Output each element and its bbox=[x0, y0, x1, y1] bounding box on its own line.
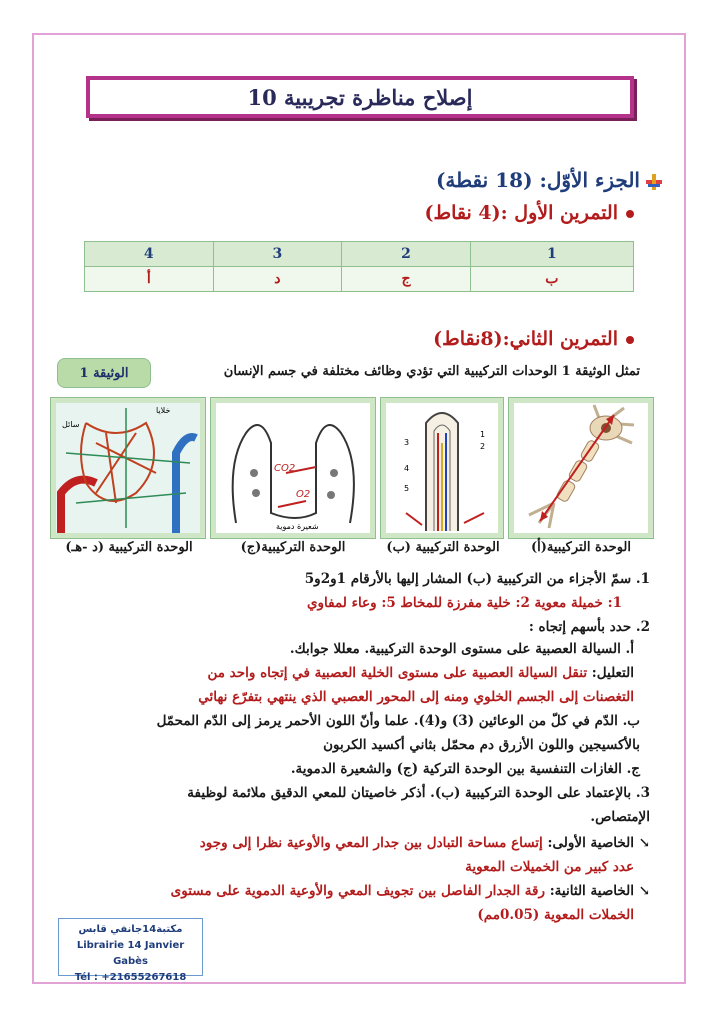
label-1: 1 bbox=[480, 430, 486, 439]
figure-capillaries bbox=[50, 397, 206, 539]
property-1-text: إتساع مساحة التبادل بين جدار المعي والأوعية نظرا إلى وجود bbox=[199, 835, 543, 851]
bullet-icon bbox=[626, 210, 634, 218]
property-2-line-1 bbox=[70, 880, 650, 902]
label-3: 3 bbox=[404, 438, 410, 447]
caption-d: الوحدة التركيبية (د -هـ) bbox=[65, 540, 193, 555]
answer-2a-text: تنقل السيالة العصبية على مستوى الخلية العصبية في إتجاه واحد من bbox=[207, 665, 588, 681]
bullet-icon bbox=[626, 336, 634, 344]
bookshop-logo bbox=[58, 918, 203, 983]
exercise1-label: التمرين الأول :(4 نقاط) bbox=[424, 202, 618, 224]
table-cell: ج bbox=[342, 267, 471, 292]
question-3-2: الإمتصاص. bbox=[590, 809, 650, 825]
document-badge: الوثيقة 1 bbox=[57, 358, 151, 388]
property-2-label: الخاصية الثانية: bbox=[549, 883, 634, 899]
label-co2: CO2 bbox=[274, 463, 296, 474]
table-cell: 4 bbox=[85, 242, 214, 267]
alveolus-illustration bbox=[216, 403, 370, 533]
label-5: 5 bbox=[404, 484, 410, 493]
logo-line-2: Librairie 14 Janvier Gabès bbox=[76, 940, 185, 967]
table-cell: 2 bbox=[342, 242, 471, 267]
property-2-text: رقة الجدار الفاصل بين تجويف المعي والأوعية الدموية على مستوى bbox=[170, 883, 545, 899]
arrow-icon: ↘ bbox=[638, 883, 650, 899]
property-1-line-1 bbox=[70, 832, 650, 854]
capillaries-illustration bbox=[56, 403, 200, 533]
label-cells: خلايا bbox=[156, 406, 171, 415]
table-cell: 1 bbox=[470, 242, 633, 267]
label-capillary: شعيرة دموية bbox=[276, 522, 319, 531]
question-2b-1: ب. الدّم في كلّ من الوعائين (3) و(4). علما وأنّ اللون الأحمر يرمز إلى الدّم المحمّل bbox=[156, 713, 640, 729]
question-2b-2: بالأكسيجين واللون الأزرق دم محمّل بثاني أكسيد الكربون bbox=[323, 737, 640, 753]
answer-table bbox=[84, 241, 634, 292]
villus-illustration bbox=[386, 403, 498, 533]
answer-1: 1: خميلة معوية 2: خلية مفرزة للمخاط 5: وعاء لمفاوي bbox=[306, 595, 622, 611]
table-cell: ب bbox=[470, 267, 633, 292]
label-o2: O2 bbox=[296, 489, 311, 500]
arrow-icon: ↘ bbox=[638, 835, 650, 851]
question-3-1: 3. بالإعتماد على الوحدة التركيبية (ب). أذكر خاصيتان للمعي الدقيق ملائمة لوظيفة bbox=[187, 785, 650, 801]
property-1-label: الخاصية الأولى: bbox=[547, 835, 634, 851]
logo-line-3: Tél : +21655267618 bbox=[74, 972, 187, 983]
answer-table-header bbox=[85, 242, 634, 267]
label-2: 2 bbox=[480, 442, 486, 451]
logo-line-1: مكتبة14جانفي قابس bbox=[78, 924, 183, 935]
part1-heading: الجزء الأوّل: (18 نقطة) bbox=[435, 168, 640, 192]
page-title: إصلاح مناظرة تجريبية 10 bbox=[247, 84, 473, 110]
document-intro: تمثل الوثيقة 1 الوحدات التركيبية التي تؤدي وظائف مختلفة في جسم الإنسان bbox=[223, 364, 640, 379]
question-2c: ج. الغازات التنفسية بين الوحدة التركية (ج) والشعيرة الدموية. bbox=[290, 761, 640, 777]
exercise2-heading bbox=[433, 328, 634, 350]
question-2: 2. حدد بأسهم إتجاه : bbox=[528, 619, 650, 635]
figure-alveolus bbox=[210, 397, 376, 539]
table-cell: أ bbox=[85, 267, 214, 292]
figure-villus bbox=[380, 397, 504, 539]
question-2a: أ. السيالة العصبية على مستوى الوحدة التركيبية. معللا جوابك. bbox=[289, 641, 634, 657]
property-1-line-2: عدد كبير من الخميلات المعوية bbox=[465, 859, 634, 875]
label-4: 4 bbox=[404, 464, 410, 473]
table-cell: د bbox=[213, 267, 342, 292]
label-fluid: سائل bbox=[62, 420, 80, 429]
pushpin-icon bbox=[644, 172, 664, 192]
answer-2a-2: التغصنات إلى الجسم الخلوي ومنه إلى المحور العصبي الذي ينتهي بتفرّع نهائي bbox=[198, 689, 634, 705]
table-cell: 3 bbox=[213, 242, 342, 267]
figure-neuron bbox=[508, 397, 654, 539]
exercise1-heading bbox=[425, 202, 634, 224]
caption-b: الوحدة التركيبية (ب) bbox=[386, 540, 500, 555]
answer-2a-label: التعليل: bbox=[591, 665, 634, 681]
exercise2-label: التمرين الثاني:(8نقاط) bbox=[433, 328, 618, 350]
question-1: 1. سمّ الأجزاء من التركيبية (ب) المشار إليها بالأرقام 1و2و5 bbox=[304, 571, 650, 587]
neuron-illustration bbox=[514, 403, 648, 533]
caption-c: الوحدة التركيبية(ج) bbox=[240, 540, 346, 555]
property-2-line-2: الخملات المعوية (0.05مم) bbox=[477, 907, 634, 923]
title-box bbox=[86, 76, 634, 118]
answer-2a-1 bbox=[70, 662, 634, 684]
caption-a: الوحدة التركيبية(أ) bbox=[531, 540, 631, 555]
answer-table-row bbox=[85, 267, 634, 292]
